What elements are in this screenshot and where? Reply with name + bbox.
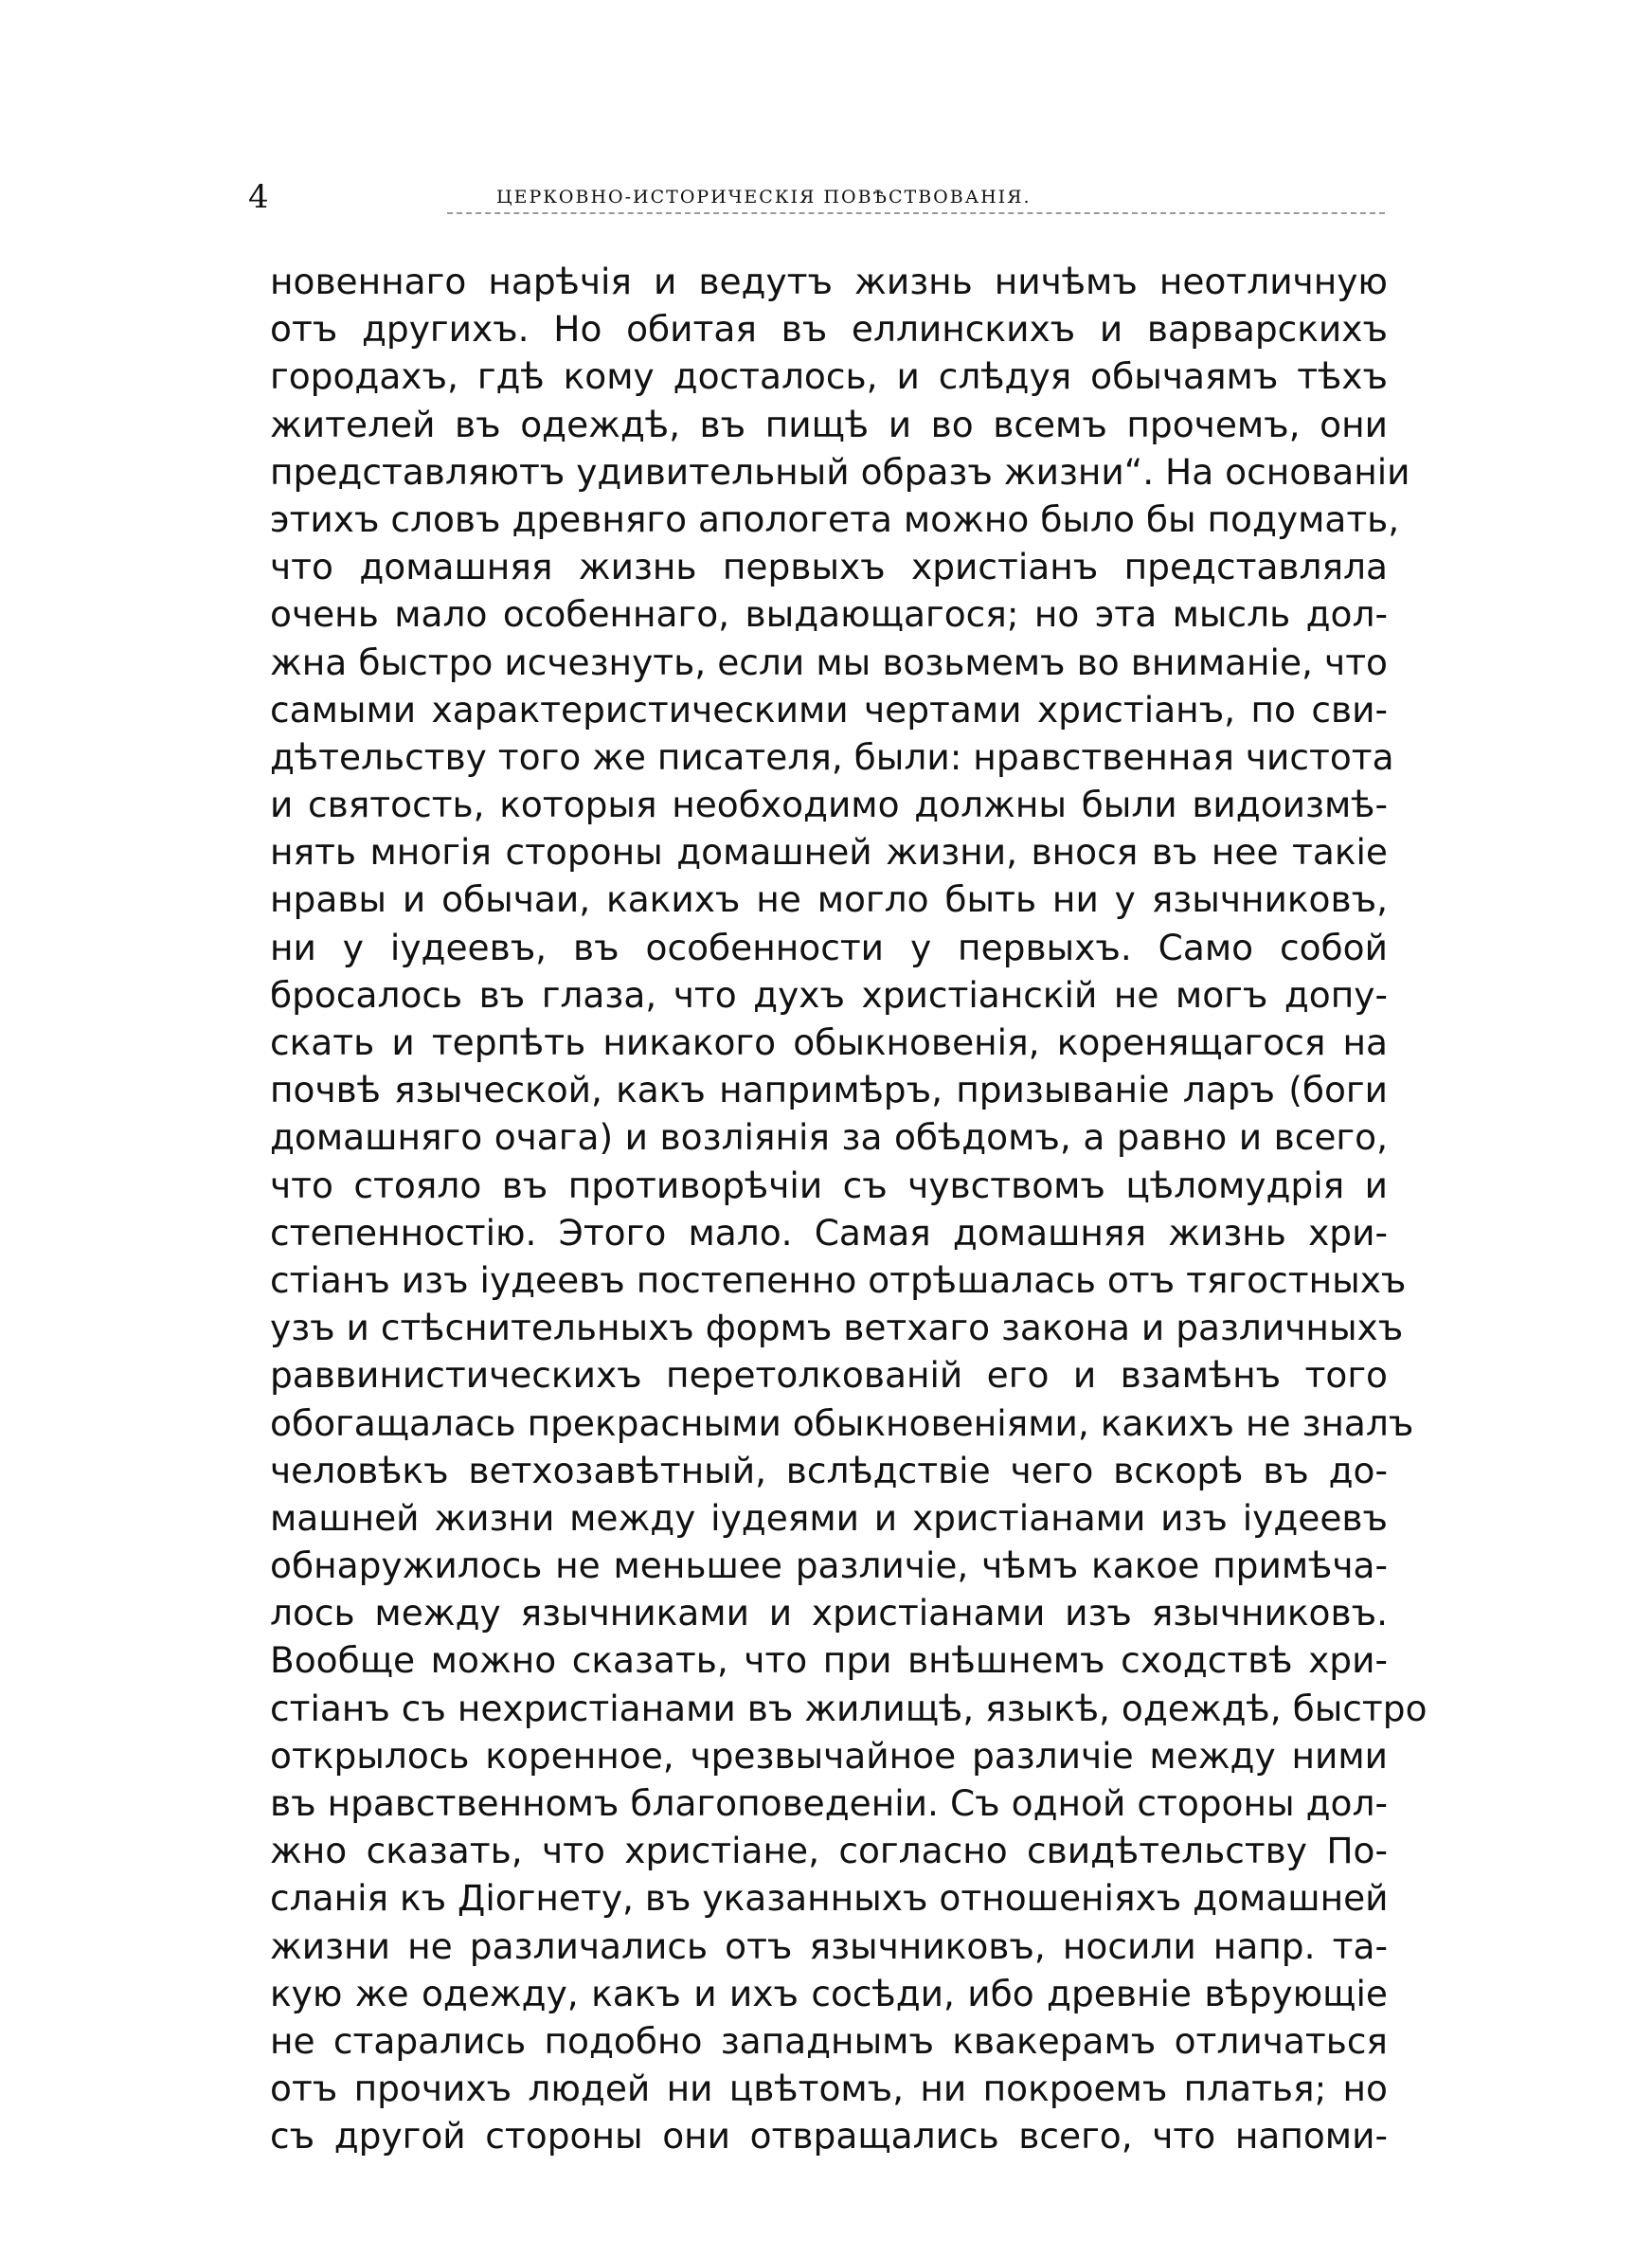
text-line: очень мало особеннаго, выдающагося; но эта мысль дол- (270, 593, 1388, 636)
text-line: стіанъ съ нехристіанами въ жилищѣ, языкѣ, одеждѣ, быстро (270, 1687, 1428, 1729)
text-line: представляютъ удивительный образъ жизни“. На основаніи (270, 450, 1410, 493)
text-line: машней жизни между іудеями и христіанами изъ іудеевъ (270, 1496, 1388, 1539)
text-line: дѣтельству того же писателя, были: нравственная чистота (270, 735, 1394, 778)
text-line: жна быстро исчезнуть, если мы возьмемъ во вниманіе, что (270, 641, 1388, 683)
text-line: лось между язычниками и христіанами изъ язычниковъ. (270, 1592, 1388, 1634)
text-line: скать и терпѣть никакого обыкновенія, коренящагося на (270, 1021, 1388, 1063)
text-line: человѣкъ ветхозавѣтный, вслѣдствіе чего вскорѣ въ до- (270, 1449, 1388, 1491)
page-number: 4 (248, 178, 269, 216)
text-line: городахъ, гдѣ кому досталось, и слѣдуя обычаямъ тѣхъ (270, 355, 1388, 398)
text-line: степенностію. Этого мало. Самая домашняя жизнь хри- (270, 1211, 1388, 1254)
text-line: обогащалась прекрасными обыкновеніями, какихъ не зналъ (270, 1401, 1414, 1444)
text-line: ни у іудеевъ, въ особенности у первыхъ. Само собой (270, 926, 1388, 968)
text-line: новеннаго нарѣчія и ведутъ жизнь ничѣмъ неотличную (270, 261, 1388, 302)
text-line: нять многія стороны домашней жизни, внося въ нее такіе (270, 831, 1388, 874)
text-line: обнаружилось не меньшее различіе, чѣмъ какое примѣча- (270, 1544, 1388, 1587)
running-head (248, 180, 1394, 214)
text-line: отъ другихъ. Но обитая въ еллинскихъ и варварскихъ (270, 308, 1388, 351)
text-line: нравы и обычаи, какихъ не могло быть ни у язычниковъ, (270, 878, 1388, 921)
text-line: кую же одежду, какъ и ихъ сосѣди, ибо древніе вѣрующіе (270, 1972, 1388, 2014)
text-line: стіанъ изъ іудеевъ постепенно отрѣшалась отъ тягостныхъ (270, 1258, 1407, 1301)
text-line: отъ прочихъ людей ни цвѣтомъ, ни покроемъ платья; но (270, 2067, 1388, 2110)
text-line: жителей въ одеждѣ, въ пищѣ и во всемъ прочемъ, они (270, 403, 1388, 445)
text-line: въ нравственномъ благоповеденіи. Съ одной стороны дол- (270, 1782, 1388, 1824)
text-line: что стояло въ противорѣчіи съ чувствомъ цѣломудрія и (270, 1164, 1388, 1206)
body-text (270, 258, 1428, 2160)
text-line: этихъ словъ древняго апологета можно было бы подумать, (270, 497, 1400, 540)
text-line: открылось коренное, чрезвычайное различіе между ними (270, 1734, 1388, 1777)
text-line: съ другой стороны они отвращались всего, что напоми- (270, 2115, 1388, 2158)
text-line: раввинистическихъ перетолкованій его и взамѣнъ того (270, 1354, 1388, 1397)
text-line: и святость, которыя необходимо должны были видоизмѣ- (270, 784, 1388, 826)
text-line: домашняго очага) и возліянія за обѣдомъ, а равно и всего, (270, 1116, 1388, 1159)
text-line: сланія къ Діогнету, въ указанныхъ отношеніяхъ домашней (270, 1877, 1389, 1920)
text-line: узъ и стѣснительныхъ формъ ветхаго закона и различныхъ (270, 1307, 1404, 1349)
text-line: почвѣ языческой, какъ напримѣръ, призываніе ларъ (боги (270, 1069, 1388, 1111)
text-line: не старались подобно западнымъ квакерамъ отличаться (270, 2019, 1388, 2062)
text-line: бросалось въ глаза, что духъ христіанскій не могъ допу- (270, 973, 1388, 1016)
text-line: жизни не различались отъ язычниковъ, носили напр. та- (270, 1924, 1388, 1967)
text-line: что домашняя жизнь первыхъ христіанъ представляла (270, 546, 1388, 588)
running-title: ЦЕРКОВНО-ИСТОРИЧЕСКІЯ ПОВѢСТВОВАНІЯ. (496, 187, 1032, 208)
text-line: самыми характеристическими чертами христіанъ, по сви- (270, 688, 1388, 731)
header-rule (447, 212, 1385, 214)
text-line: Вообще можно сказать, что при внѣшнемъ сходствѣ хри- (270, 1639, 1388, 1682)
text-line: жно сказать, что христіане, согласно свидѣтельству По- (270, 1830, 1388, 1872)
